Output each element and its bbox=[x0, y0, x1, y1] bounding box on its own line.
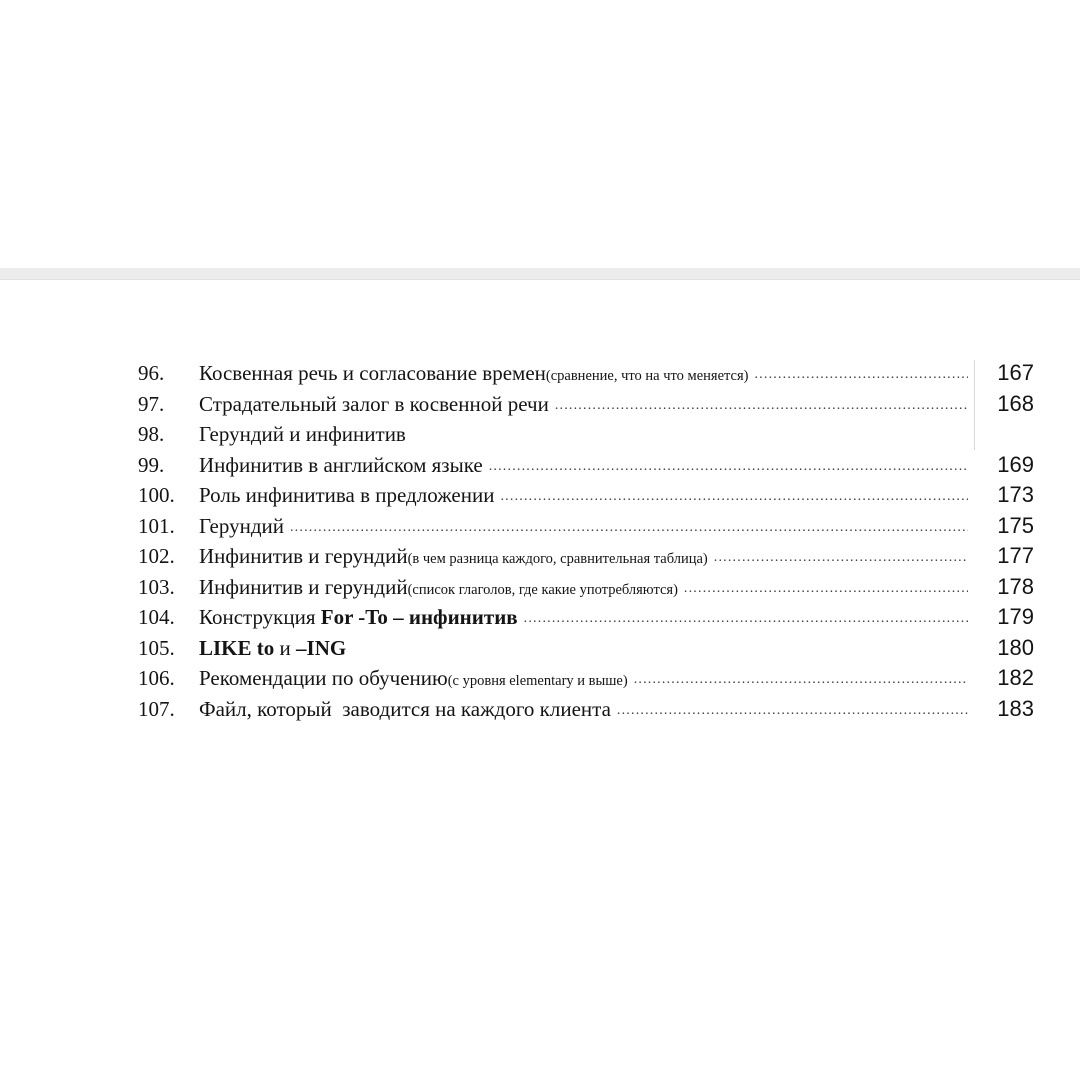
toc-page-number: 177 bbox=[997, 543, 1034, 568]
toc-page-number: 180 bbox=[997, 634, 1034, 660]
toc-title: Герундий и инфинитив bbox=[199, 422, 406, 446]
toc-leader-dots bbox=[500, 482, 968, 513]
toc-leader-dots bbox=[634, 665, 968, 696]
toc-entry-106[interactable] bbox=[138, 663, 1034, 694]
toc-leader-dots bbox=[524, 604, 968, 635]
toc-entry-98[interactable] bbox=[138, 419, 1034, 450]
toc-leader-dots bbox=[684, 574, 968, 605]
toc-title: Герундий bbox=[199, 513, 284, 538]
toc-leader-dots bbox=[290, 513, 968, 544]
toc-page-number: 168 bbox=[997, 390, 1034, 416]
toc-note: (список глаголов, где какие употребляются) bbox=[407, 581, 678, 598]
toc-entry-100[interactable] bbox=[138, 480, 1034, 511]
toc-entry-105[interactable] bbox=[138, 633, 1034, 664]
toc-title bbox=[199, 602, 518, 633]
toc-entry-99[interactable] bbox=[138, 450, 1034, 481]
toc-entry-104[interactable] bbox=[138, 602, 1034, 633]
toc-number: 106. bbox=[138, 666, 175, 690]
toc-title: Инфинитив и герундий bbox=[199, 544, 408, 568]
toc-number: 105. bbox=[138, 635, 175, 660]
toc-title: Косвенная речь и согласование времен bbox=[199, 361, 546, 385]
toc-leader-dots bbox=[489, 452, 968, 483]
toc-page-number: 175 bbox=[997, 512, 1034, 538]
toc-title-bold: –ING bbox=[296, 635, 347, 660]
toc-note: (с уровня elementary и выше) bbox=[447, 673, 628, 689]
toc-number: 100. bbox=[138, 483, 175, 507]
toc-entry-96[interactable] bbox=[138, 358, 1034, 389]
toc-number: 102. bbox=[138, 544, 175, 568]
page-separator bbox=[0, 268, 1080, 280]
toc-page-number: 183 bbox=[997, 695, 1034, 721]
toc-page-number: 173 bbox=[997, 482, 1034, 507]
table-of-contents bbox=[138, 358, 1034, 724]
toc-title: Страдательный залог в косвенной речи bbox=[199, 391, 549, 416]
toc-title: Рекомендации по обучению bbox=[199, 666, 448, 690]
toc-title-plain: и bbox=[274, 635, 297, 660]
toc-page-number: 182 bbox=[997, 665, 1034, 690]
toc-title: Инфинитив в английском языке bbox=[199, 452, 483, 477]
toc-entry-102[interactable] bbox=[138, 541, 1034, 572]
toc-entry-101[interactable] bbox=[138, 511, 1034, 542]
toc-title-bold: For -To – инфинитив bbox=[320, 605, 518, 629]
toc-entry-103[interactable] bbox=[138, 572, 1034, 603]
toc-title-plain: Конструкция bbox=[199, 605, 321, 629]
toc-number: 98. bbox=[138, 422, 165, 446]
toc-note: (сравнение, что на что меняется) bbox=[545, 368, 749, 384]
toc-entry-97[interactable] bbox=[138, 389, 1034, 420]
toc-title: Файл, который заводится на каждого клиента bbox=[199, 696, 611, 721]
toc-note: (в чем разница каждого, сравнительная таблица) bbox=[407, 551, 708, 567]
toc-entry-107[interactable] bbox=[138, 694, 1034, 725]
toc-number: 104. bbox=[138, 605, 175, 629]
toc-number: 96. bbox=[138, 361, 165, 385]
toc-leader-dots bbox=[617, 696, 968, 727]
toc-page-number: 179 bbox=[997, 604, 1034, 629]
toc-title bbox=[199, 633, 346, 664]
toc-page-number: 169 bbox=[997, 451, 1034, 477]
toc-leader-dots bbox=[714, 543, 968, 574]
toc-number: 101. bbox=[138, 513, 175, 538]
toc-leader-dots bbox=[555, 391, 968, 422]
toc-number: 107. bbox=[138, 696, 175, 721]
toc-title: Роль инфинитива в предложении bbox=[199, 483, 495, 507]
toc-number: 103. bbox=[138, 574, 175, 599]
toc-title: Инфинитив и герундий bbox=[199, 574, 408, 599]
toc-leader-dots bbox=[754, 360, 968, 391]
toc-page-number: 167 bbox=[997, 360, 1034, 385]
toc-number: 99. bbox=[138, 452, 165, 477]
toc-title-bold: LIKE to bbox=[199, 635, 275, 660]
toc-page-number: 178 bbox=[997, 573, 1034, 599]
toc-number: 97. bbox=[138, 391, 165, 416]
